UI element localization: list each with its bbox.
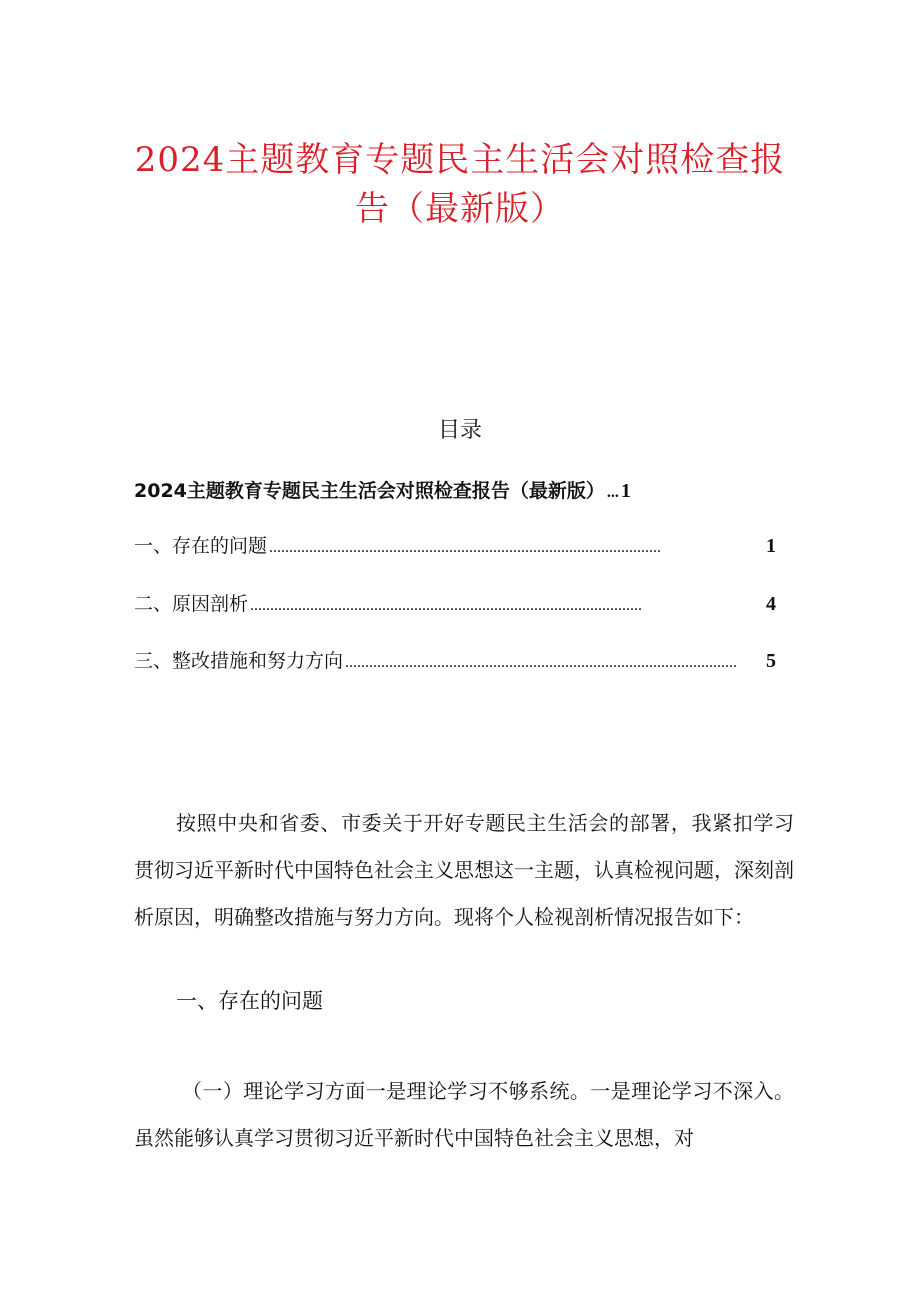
toc-leader-dots: .................................................................................................. bbox=[269, 539, 662, 556]
toc-heading: 目录 bbox=[437, 418, 482, 443]
toc-entry-section1[interactable] bbox=[134, 531, 776, 558]
toc-page-number: 4 bbox=[766, 593, 776, 615]
section1-paragraph: （一）理论学习方面一是理论学习不够系统。一是理论学习不深入。虽然能够认真学习贯彻习近平新时代中国特色社会主义思想，对 bbox=[134, 1079, 794, 1150]
toc-page-number: 1 bbox=[766, 535, 776, 557]
toc-entry-text: 一、存在的问题 bbox=[134, 535, 268, 557]
document-title-line2: 告（最新版） bbox=[355, 189, 565, 229]
toc-entry-text: 三、整改措施和努力方向 bbox=[134, 650, 344, 672]
toc-page-number: 1 bbox=[620, 480, 631, 502]
toc-leader-dots: .................................................................................................. bbox=[250, 597, 643, 614]
toc-entry-text: 2024主题教育专题民主生活会对照检查报告（最新版） bbox=[134, 480, 605, 502]
section1-heading: 一、存在的问题 bbox=[176, 989, 323, 1013]
toc-leader-dots: ... bbox=[606, 484, 619, 501]
toc-entry-main[interactable] bbox=[134, 476, 690, 503]
toc-leader-dots: .................................................................................................. bbox=[345, 654, 738, 671]
document-title-line1: 2024主题教育专题民主生活会对照检查报 bbox=[134, 140, 786, 180]
toc-entry-text: 二、原因剖析 bbox=[134, 593, 249, 615]
toc-entry-section3[interactable] bbox=[134, 646, 776, 673]
toc-entry-section2[interactable] bbox=[134, 589, 776, 616]
intro-paragraph: 按照中央和省委、市委关于开好专题民主生活会的部署，我紧扣学习贯彻习近平新时代中国特色社会主义思想这一主题，认真检视问题，深刻剖析原因，明确整改措施与努力方向。现将个人检视剖析情况报告如下： bbox=[134, 811, 794, 929]
toc-page-number: 5 bbox=[766, 650, 776, 672]
